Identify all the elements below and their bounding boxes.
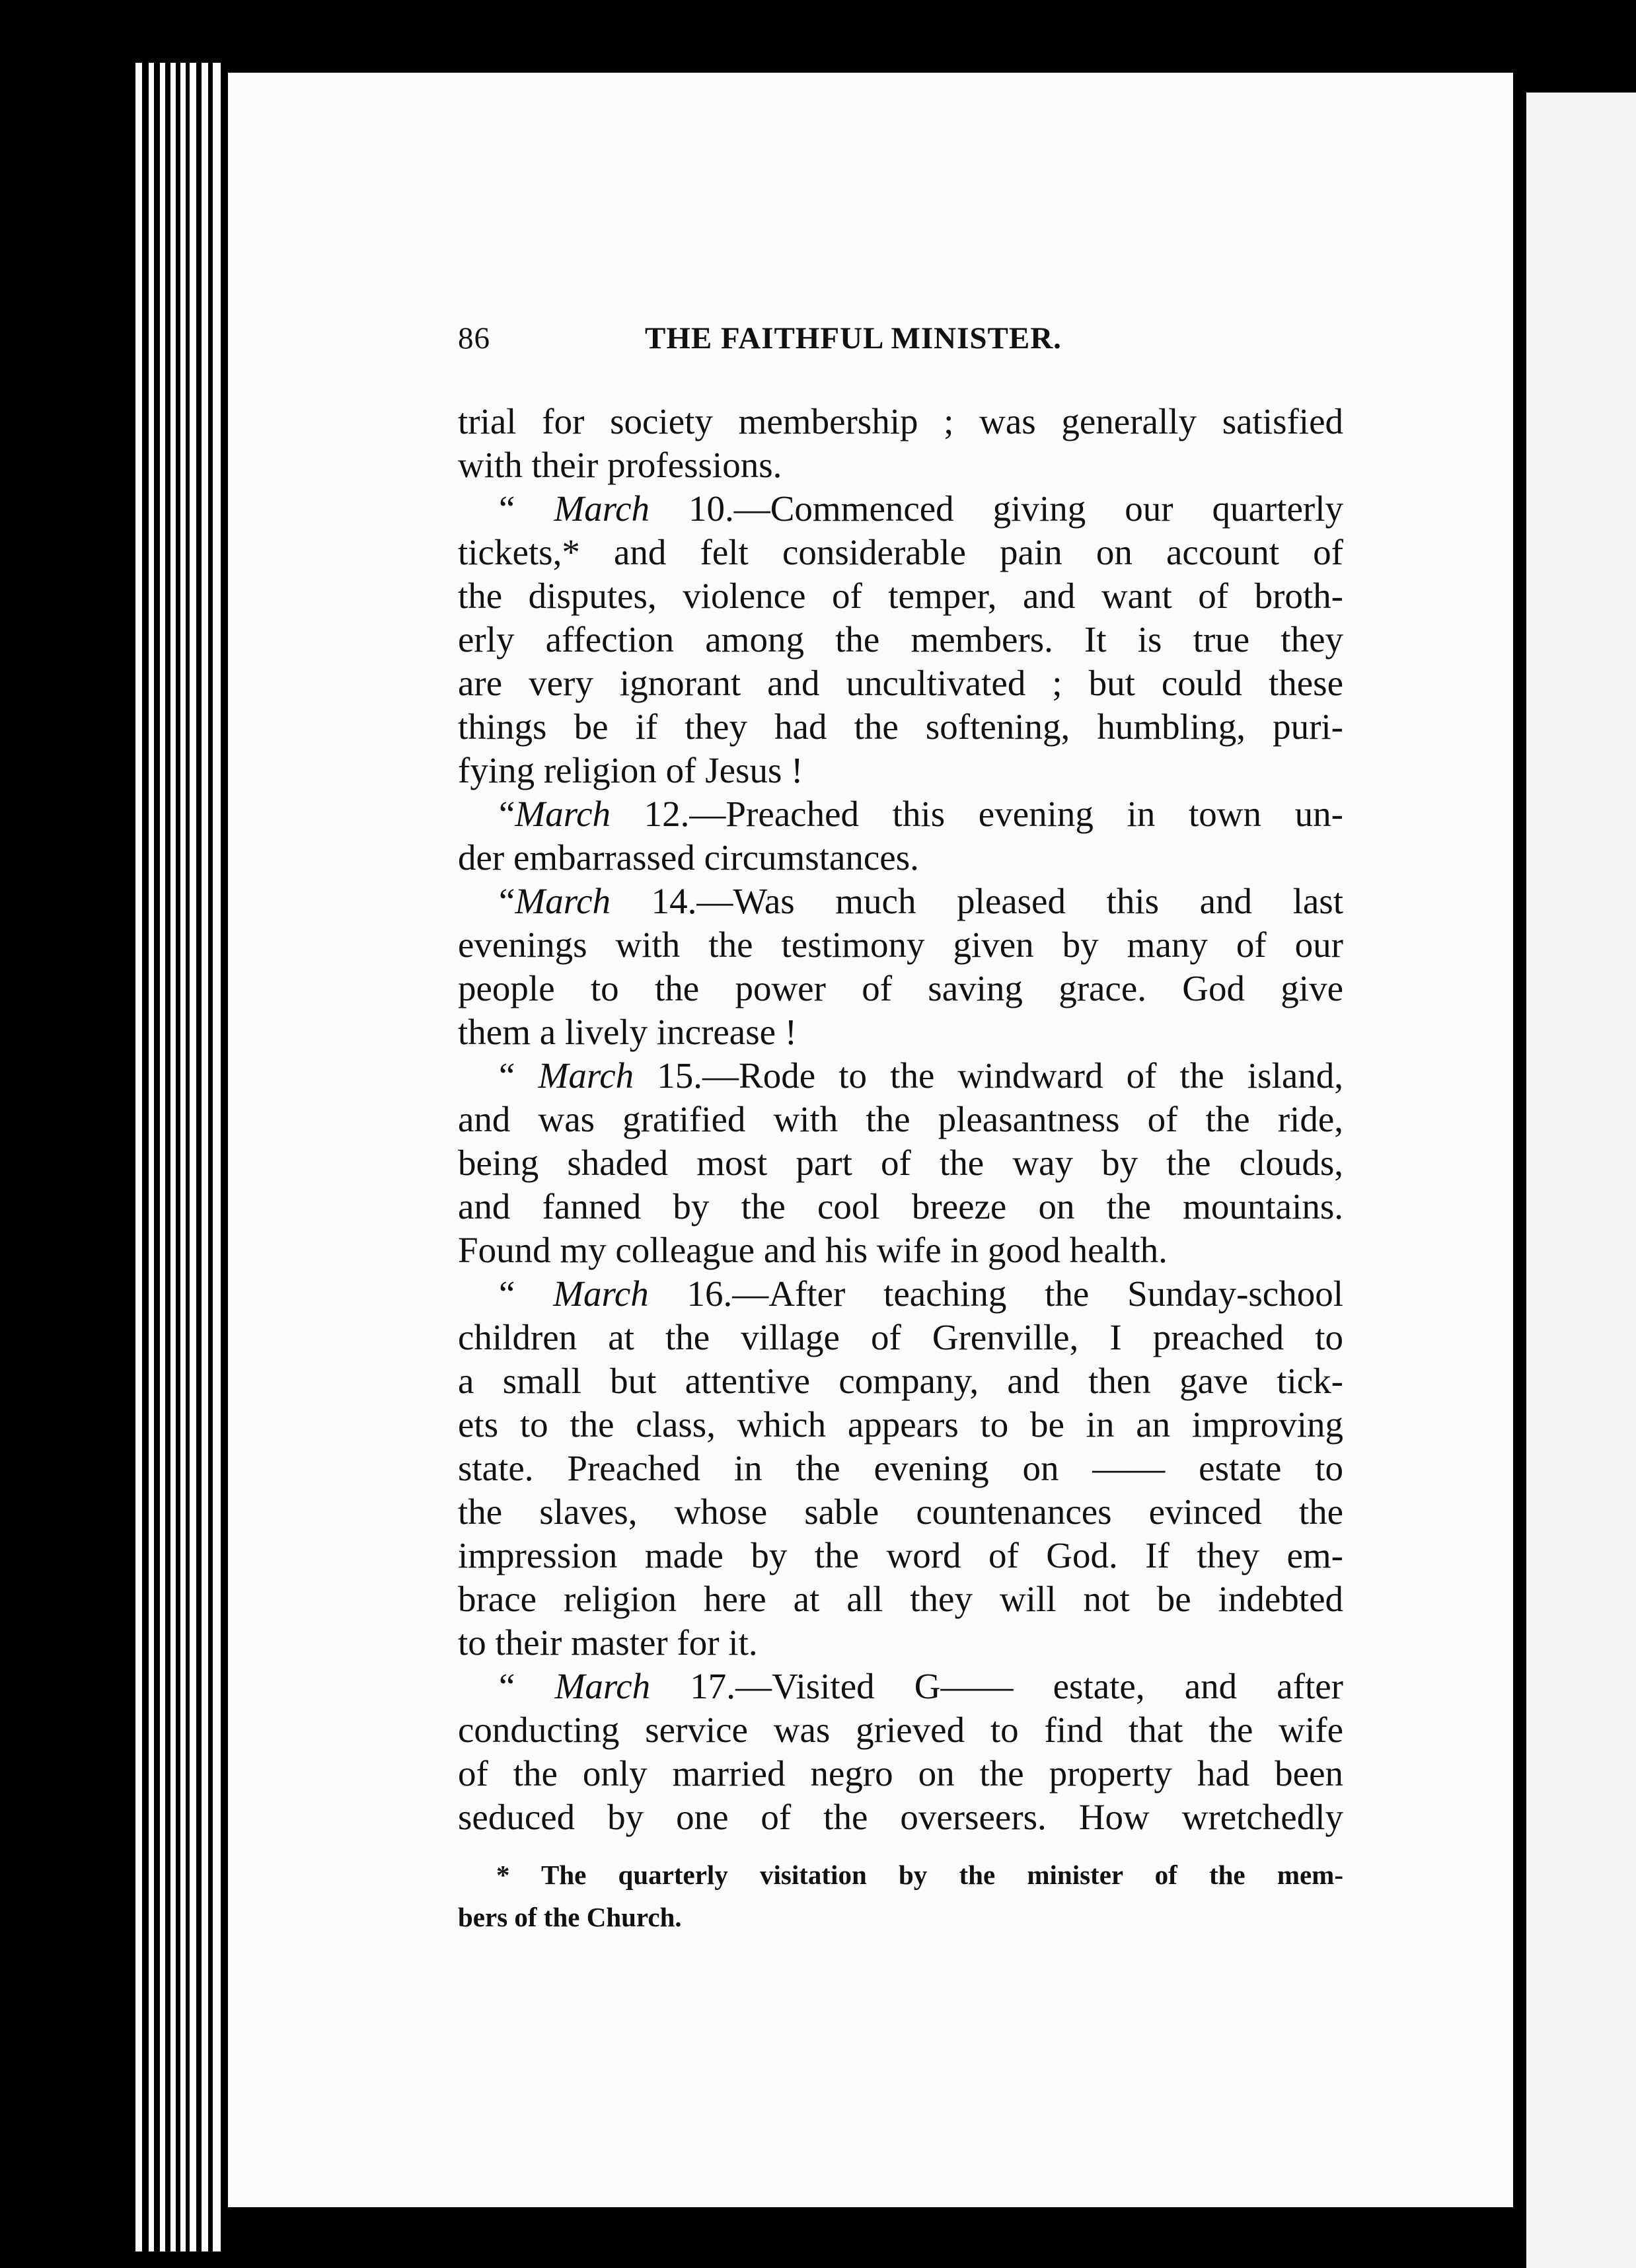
text-line: trial for society membership ; was generally satisfied bbox=[458, 401, 1343, 441]
text-line: “ March 10.—Commenced giving our quarterly bbox=[499, 488, 1343, 529]
footnote-line: * The quarterly visitation by the minister of the mem- bbox=[496, 1860, 1343, 1890]
page-edge bbox=[213, 63, 221, 2251]
page-edge bbox=[190, 63, 196, 2251]
text-line: evenings with the testimony given by many of our bbox=[458, 925, 1343, 965]
text-line: state. Preached in the evening on —— estate to bbox=[458, 1448, 1343, 1488]
text-line: fying religion of Jesus ! bbox=[458, 750, 803, 790]
text-line: and fanned by the cool breeze on the mountains. bbox=[458, 1186, 1343, 1227]
running-title: THE FAITHFUL MINISTER. bbox=[645, 321, 1062, 356]
text-line: people to the power of saving grace. God give bbox=[458, 968, 1343, 1008]
page-edge bbox=[180, 63, 186, 2251]
running-header bbox=[458, 321, 1343, 373]
entry-date: March bbox=[554, 488, 650, 529]
page-edge bbox=[135, 63, 142, 2251]
text-line: the disputes, violence of temper, and want of broth- bbox=[458, 576, 1343, 616]
text-line: ets to the class, which appears to be in an improving bbox=[458, 1404, 1343, 1445]
gutter-shadow bbox=[1513, 73, 1526, 2268]
text-line: a small but attentive company, and then gave tick- bbox=[458, 1361, 1343, 1401]
entry-date: March bbox=[553, 1273, 649, 1314]
text-line: being shaded most part of the way by the clouds, bbox=[458, 1143, 1343, 1183]
text-line: Found my colleague and his wife in good health. bbox=[458, 1230, 1168, 1270]
footnote-line: bers of the Church. bbox=[458, 1902, 682, 1932]
entry-date: March bbox=[554, 1666, 651, 1706]
entry-date: March bbox=[515, 794, 611, 834]
text-line: “March 12.—Preached this evening in town un- bbox=[499, 794, 1343, 834]
text-line: with their professions. bbox=[458, 445, 782, 485]
text-line: erly affection among the members. It is true they bbox=[458, 619, 1343, 660]
entry-date: March bbox=[538, 1055, 634, 1096]
text-line: children at the village of Grenville, I preached to bbox=[458, 1317, 1343, 1357]
text-line: conducting service was grieved to find that the wife bbox=[458, 1710, 1343, 1750]
page-edge bbox=[170, 63, 176, 2251]
facing-page bbox=[1526, 93, 1636, 2268]
text-line: “ March 17.—Visited G—— estate, and after bbox=[499, 1666, 1343, 1706]
text-line: things be if they had the softening, humbling, puri- bbox=[458, 706, 1343, 747]
page-edge bbox=[160, 63, 165, 2251]
text-line: them a lively increase ! bbox=[458, 1012, 798, 1052]
entry-date: March bbox=[515, 881, 611, 921]
page-text bbox=[458, 321, 1343, 1932]
text-line: the slaves, whose sable countenances evinced the bbox=[458, 1492, 1343, 1532]
text-line: of the only married negro on the property had been bbox=[458, 1753, 1343, 1794]
text-line: brace religion here at all they will not be indebted bbox=[458, 1579, 1343, 1619]
text-line: “ March 16.—After teaching the Sunday-school bbox=[499, 1273, 1343, 1314]
body-text bbox=[458, 400, 1343, 1839]
text-line: “ March 15.—Rode to the windward of the island, bbox=[499, 1055, 1343, 1096]
text-line: seduced by one of the overseers. How wretchedly bbox=[458, 1797, 1343, 1837]
text-line: der embarrassed circumstances. bbox=[458, 837, 919, 878]
text-line: are very ignorant and uncultivated ; but could these bbox=[458, 663, 1343, 703]
text-line: “March 14.—Was much pleased this and last bbox=[499, 881, 1343, 921]
text-line: and was gratified with the pleasantness of the ride, bbox=[458, 1099, 1343, 1139]
page-edge bbox=[149, 63, 154, 2251]
text-line: tickets,* and felt considerable pain on account of bbox=[458, 532, 1343, 572]
text-line: to their master for it. bbox=[458, 1622, 758, 1663]
page-number: 86 bbox=[458, 321, 490, 356]
page-edge bbox=[202, 63, 208, 2251]
footnote bbox=[458, 1854, 1343, 1938]
text-line: impression made by the word of God. If they em- bbox=[458, 1535, 1343, 1575]
